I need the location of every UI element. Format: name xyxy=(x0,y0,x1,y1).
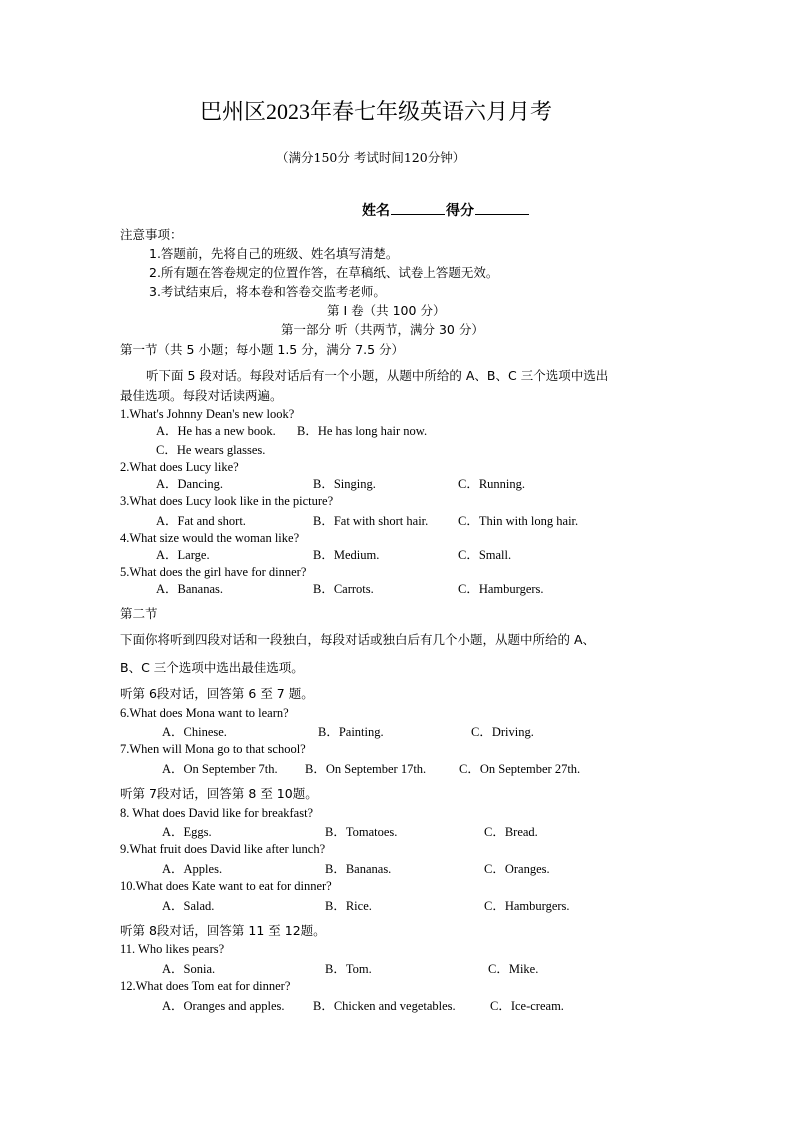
name-score-line xyxy=(362,202,530,219)
score-label: 得分 xyxy=(446,203,474,219)
note-item: 3.考试结束后，将本卷和答卷交监考老师。 xyxy=(149,284,386,299)
page-subtitle: （满分150分 考试时间120分钟） xyxy=(276,150,466,165)
volume-heading: 第 I 卷（共 100 分） xyxy=(327,303,446,318)
section-instruction: 听下面 5 段对话。每段对话后有一个小题，从题中所给的 A、B、C 三个选项中选出 xyxy=(146,368,609,383)
notes-heading: 注意事项： xyxy=(120,227,183,242)
dialog-instruction: 听第 6段对话，回答第 6 至 7 题。 xyxy=(120,686,314,701)
option-c: C．He wears glasses. xyxy=(156,443,266,457)
name-blank[interactable] xyxy=(391,202,445,215)
option-b: B．Tomatoes. xyxy=(325,825,398,839)
option-a: A．Salad. xyxy=(162,899,215,913)
option-c: C．Ice-cream. xyxy=(490,999,564,1013)
name-label: 姓名 xyxy=(362,203,390,219)
question-stem: 9.What fruit does David like after lunch? xyxy=(120,842,326,856)
option-a: A．Large. xyxy=(156,548,210,562)
page-title: 巴州区2023年春七年级英语六月月考 xyxy=(200,99,553,124)
question-stem: 2.What does Lucy like? xyxy=(120,460,239,474)
option-b: B．On September 17th. xyxy=(305,762,427,776)
option-a: A．On September 7th. xyxy=(162,762,278,776)
option-c: C．Driving. xyxy=(471,725,534,739)
section-instruction: B、C 三个选项中选出最佳选项。 xyxy=(120,660,304,675)
option-a: A．Apples. xyxy=(162,862,223,876)
option-b: B．Medium. xyxy=(313,548,380,562)
option-b: B．Rice. xyxy=(325,899,372,913)
option-b: B．Singing. xyxy=(313,477,376,491)
option-a: A．Oranges and apples. xyxy=(162,999,285,1013)
question-stem: 1.What's Johnny Dean's new look? xyxy=(120,407,295,421)
option-c: C．Mike. xyxy=(488,962,539,976)
note-item: 2.所有题在答卷规定的位置作答，在草稿纸、试卷上答题无效。 xyxy=(149,265,499,280)
option-c: C．Hamburgers. xyxy=(458,582,544,596)
question-stem: 8. What does David like for breakfast? xyxy=(120,806,314,820)
option-b: B．Bananas. xyxy=(325,862,392,876)
option-a: A．Chinese. xyxy=(162,725,227,739)
option-c: C．Oranges. xyxy=(484,862,550,876)
question-stem: 12.What does Tom eat for dinner? xyxy=(120,979,291,993)
option-b: B．He has long hair now. xyxy=(297,424,428,438)
option-b: B．Chicken and vegetables. xyxy=(313,999,456,1013)
option-a: A．He has a new book. xyxy=(156,424,276,438)
option-a: A．Dancing. xyxy=(156,477,223,491)
option-b: B．Fat with short hair. xyxy=(313,514,429,528)
option-a: A．Bananas. xyxy=(156,582,223,596)
option-c: C．Hamburgers. xyxy=(484,899,570,913)
option-a: A．Sonia. xyxy=(162,962,216,976)
section-heading: 第一节（共 5 小题；每小题 1.5 分，满分 7.5 分） xyxy=(120,342,405,357)
option-b: B．Carrots. xyxy=(313,582,374,596)
question-stem: 4.What size would the woman like? xyxy=(120,531,300,545)
option-c: C．Small. xyxy=(458,548,512,562)
option-c: C．Thin with long hair. xyxy=(458,514,579,528)
question-stem: 10.What does Kate want to eat for dinner? xyxy=(120,879,332,893)
note-item: 1.答题前，先将自己的班级、姓名填写清楚。 xyxy=(149,246,399,261)
question-stem: 7.When will Mona go to that school? xyxy=(120,742,306,756)
option-b: B．Tom. xyxy=(325,962,372,976)
dialog-instruction: 听第 7段对话，回答第 8 至 10题。 xyxy=(120,786,318,801)
section-instruction: 最佳选项。每段对话读两遍。 xyxy=(120,388,283,403)
option-a: A．Fat and short. xyxy=(156,514,246,528)
option-a: A．Eggs. xyxy=(162,825,212,839)
option-c: C．Running. xyxy=(458,477,526,491)
option-c: C．On September 27th. xyxy=(459,762,581,776)
question-stem: 11. Who likes pears? xyxy=(120,942,225,956)
dialog-instruction: 听第 8段对话，回答第 11 至 12题。 xyxy=(120,923,326,938)
question-stem: 6.What does Mona want to learn? xyxy=(120,706,289,720)
option-c: C．Bread. xyxy=(484,825,538,839)
option-b: B．Painting. xyxy=(318,725,384,739)
section-heading: 第二节 xyxy=(120,606,158,621)
question-stem: 3.What does Lucy look like in the picture? xyxy=(120,494,334,508)
question-stem: 5.What does the girl have for dinner? xyxy=(120,565,307,579)
score-blank[interactable] xyxy=(475,202,529,215)
section-instruction: 下面你将听到四段对话和一段独白，每段对话或独白后有几个小题，从题中所给的 A、 xyxy=(120,632,596,647)
part-heading: 第一部分 听（共两节，满分 30 分） xyxy=(281,322,484,337)
